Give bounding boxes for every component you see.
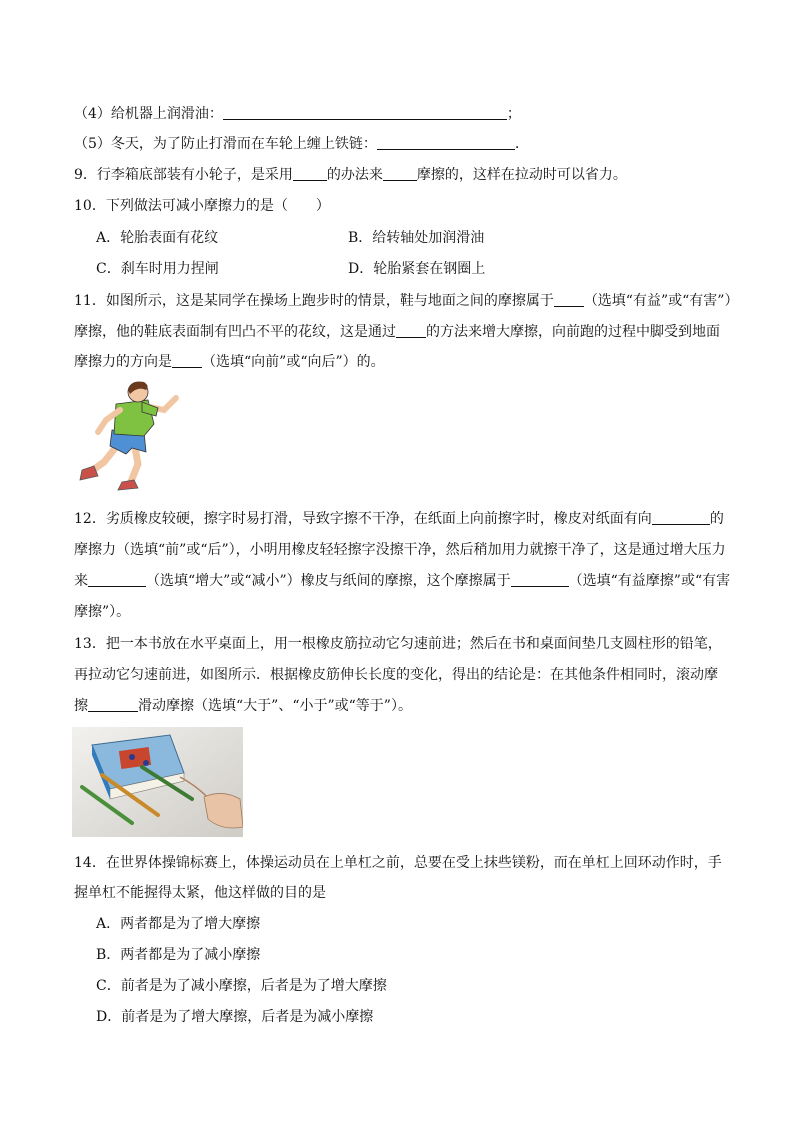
q10-option-d[interactable]: D．轮胎紧套在钢圈上 (348, 261, 486, 277)
answer-blank[interactable] (554, 292, 584, 307)
question-11-line3 (74, 352, 385, 372)
q11-text: （选填“向前”或“向后”）的。 (202, 354, 385, 370)
q-prev-item5 (74, 134, 519, 154)
answer-blank[interactable] (383, 166, 417, 181)
q12-text: 来 (74, 573, 88, 589)
q-prev-item5-end: . (514, 136, 520, 152)
q13-text: 擦 (74, 698, 88, 714)
answer-blank[interactable] (88, 572, 146, 587)
q11-text: （选填“有益”或“有害”） (583, 293, 739, 309)
question-11-line2 (74, 322, 720, 342)
q-prev-item4-end: ； (506, 106, 521, 122)
question-10-stem: 10．下列做法可减小摩擦力的是（ ） (74, 198, 330, 214)
answer-blank[interactable] (172, 353, 202, 368)
q10-option-c[interactable]: C．刹车时用力捏闸 (96, 261, 219, 277)
q11-text: 的方法来增大摩擦，向前跑的过程中脚受到地面 (426, 324, 720, 340)
question-13-line1: 13．把一本书放在水平桌面上，用一根橡皮筋拉动它匀速前进；然后在书和桌面间垫几支圆柱形的铅笔， (74, 636, 722, 652)
question-13-line2: 再拉动它匀速前进，如图所示．根据橡皮筋伸长长度的变化，得出的结论是：在其他条件相同时，滚动摩 (74, 667, 718, 683)
q14-option-c[interactable]: C．前者是为了减小摩擦，后者是为了增大摩擦 (96, 978, 387, 994)
q12-text: 的 (709, 511, 724, 527)
question-12-line3 (74, 571, 730, 591)
question-14-line1: 14．在世界体操锦标赛上，体操运动员在上单杠之前，总要在受上抹些镁粉，而在单杠上回环动作时，手 (74, 855, 722, 871)
answer-blank[interactable] (511, 572, 569, 587)
question-12-line4: 摩擦”）。 (74, 604, 131, 620)
q12-text: （选填“增大”或“减小”）橡皮与纸间的摩擦，这个摩擦属于 (146, 573, 511, 589)
running-boy-drawing (72, 380, 192, 496)
q14-option-b[interactable]: B．两者都是为了减小摩擦 (96, 947, 261, 963)
question-14-line2: 握单杠不能握得太紧，他这样做的目的是 (74, 885, 326, 901)
q-prev-item5-text: （5）冬天，为了防止打滑而在车轮上缠上铁链： (74, 136, 377, 152)
q11-text: 11．如图所示，这是某同学在操场上跑步时的情景，鞋与地面之间的摩擦属于 (74, 293, 554, 309)
question-9 (74, 165, 627, 185)
q-prev-item4-text: （4）给机器上润滑油： (74, 106, 223, 122)
q9-text-a: 9．行李箱底部装有小轮子，是采用 (74, 167, 293, 183)
answer-blank[interactable] (396, 323, 426, 338)
question-13-line3 (74, 696, 412, 716)
q-prev-item4 (74, 104, 521, 124)
q12-text: 12．劣质橡皮较硬，擦字时易打滑，导致字擦不干净，在纸面上向前擦字时，橡皮对纸面有向 (74, 511, 652, 527)
question-11-line1 (74, 291, 738, 311)
q14-option-a[interactable]: A．两者都是为了增大摩擦 (96, 916, 261, 932)
answer-blank[interactable] (88, 697, 138, 712)
q10-option-a[interactable]: A．轮胎表面有花纹 (96, 230, 219, 246)
answer-blank[interactable] (223, 105, 507, 120)
question-12-line2: 摩擦力（选填“前”或“后”），小明用橡皮轻轻擦字没擦干净，然后稍加用力就擦干净了，这是通过增大压力 (74, 542, 726, 558)
book-pencils-drawing (72, 727, 243, 837)
q13-text: 滑动摩擦（选填“大于”、“小于”或“等于”）。 (138, 698, 412, 714)
question-12-line1 (74, 509, 724, 529)
running-boy-illustration (72, 380, 192, 496)
answer-blank[interactable] (377, 135, 515, 150)
q14-option-d[interactable]: D．前者是为了增大摩擦，后者是为减小摩擦 (96, 1009, 374, 1025)
q11-text: 摩擦，他的鞋底表面制有凹凸不平的花纹，这是通过 (74, 324, 396, 340)
q10-option-b[interactable]: B．给转轴处加润滑油 (348, 230, 485, 246)
q11-text: 摩擦力的方向是 (74, 354, 172, 370)
answer-blank[interactable] (652, 510, 710, 525)
answer-blank[interactable] (293, 166, 327, 181)
q12-text: （选填“有益摩擦”或“有害 (568, 573, 731, 589)
q9-text-b: 的办法来 (326, 167, 383, 183)
q9-text-c: 摩擦的，这样在拉动时可以省力。 (416, 167, 627, 183)
book-pencils-photo (72, 727, 243, 837)
